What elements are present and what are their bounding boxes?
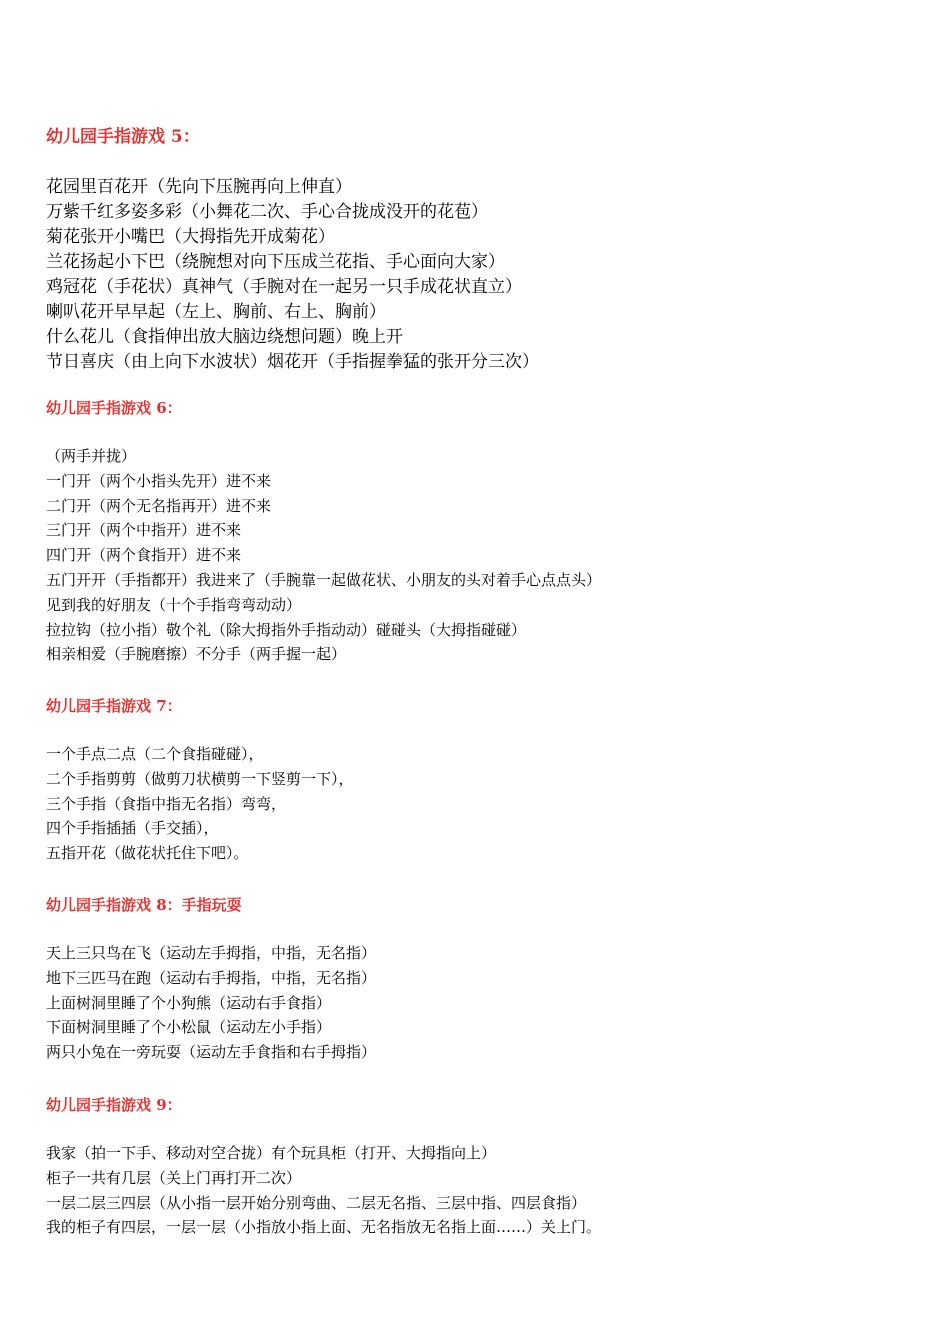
text-line: 五门开开（手指都开）我进来了（手腕靠一起做花状、小朋友的头对着手心点点头） xyxy=(46,570,602,589)
game-section-5 xyxy=(46,124,926,375)
section-heading: 幼儿园手指游戏 7： xyxy=(46,697,182,715)
text-line: 下面树洞里睡了个小松鼠（运动左小手指） xyxy=(46,1018,332,1037)
text-line: 鸡冠花（手花状）真神气（手腕对在一起另一只手成花状直立） xyxy=(46,277,522,297)
game-section-6 xyxy=(46,396,926,667)
game-section-8 xyxy=(46,893,926,1065)
text-line: 一层二层三四层（从小指一层开始分别弯曲、二层无名指、三层中指、四层食指） xyxy=(46,1193,587,1212)
text-line: 五指开花（做花状托住下吧）。 xyxy=(46,844,249,863)
text-line: 二门开（两个无名指再开）进不来 xyxy=(46,496,272,515)
text-line: 见到我的好朋友（十个手指弯弯动动） xyxy=(46,595,302,614)
section-lines xyxy=(46,1141,926,1240)
game-section-7 xyxy=(46,694,926,866)
text-line: 我家（拍一下手、移动对空合拢）有个玩具柜（打开、大拇指向上） xyxy=(46,1144,497,1162)
text-line: 我的柜子有四层，一层一层（小指放小指上面、无名指放无名指上面……）关上门。 xyxy=(46,1218,602,1237)
text-line: 兰花扬起小下巴（绕腕想对向下压成兰花指、手心面向大家） xyxy=(46,252,505,272)
section-lines xyxy=(46,444,926,667)
game-section-9 xyxy=(46,1093,926,1240)
text-line: 两只小兔在一旁玩耍（运动左手食指和右手拇指） xyxy=(46,1043,377,1062)
section-lines xyxy=(46,742,926,866)
text-line: 相亲相爱（手腕磨擦）不分手（两手握一起） xyxy=(46,645,347,664)
text-line: 柜子一共有几层（关上门再打开二次） xyxy=(46,1168,302,1187)
text-line: 三个手指（食指中指无名指）弯弯， xyxy=(46,794,287,813)
text-line: 天上三只鸟在飞（运动左手拇指，中指，无名指） xyxy=(46,944,377,962)
section-lines xyxy=(46,175,926,375)
text-line: 喇叭花开早早起（左上、胸前、右上、胸前） xyxy=(46,302,386,322)
text-line: 什么花儿（食指伸出放大脑边绕想问题）晚上开 xyxy=(46,327,403,347)
section-heading: 幼儿园手指游戏 8：手指玩耍 xyxy=(46,896,242,914)
section-heading: 幼儿园手指游戏 9： xyxy=(46,1096,182,1114)
text-line: 上面树洞里睡了个小狗熊（运动右手食指） xyxy=(46,993,332,1012)
section-heading: 幼儿园手指游戏 5： xyxy=(46,127,200,147)
text-line: （两手并拢） xyxy=(46,447,137,465)
text-line: 拉拉钩（拉小指）敬个礼（除大拇指外手指动动）碰碰头（大拇指碰碰） xyxy=(46,620,527,639)
text-line: 四个手指插插（手交插）， xyxy=(46,819,219,838)
text-line: 一门开（两个小指头先开）进不来 xyxy=(46,471,272,490)
text-line: 一个手点二点（二个食指碰碰）， xyxy=(46,745,264,763)
text-line: 万紫千红多姿多彩（小舞花二次、手心合拢成没开的花苞） xyxy=(46,202,488,222)
text-line: 节日喜庆（由上向下水波状）烟花开（手指握拳猛的张开分三次） xyxy=(46,352,539,372)
text-line: 四门开（两个食指开）进不来 xyxy=(46,546,242,565)
text-line: 三门开（两个中指开）进不来 xyxy=(46,521,242,540)
text-line: 二个手指剪剪（做剪刀状横剪一下竖剪一下）， xyxy=(46,769,354,788)
text-line: 菊花张开小嘴巴（大拇指先开成菊花） xyxy=(46,227,335,247)
section-lines xyxy=(46,941,926,1065)
section-heading: 幼儿园手指游戏 6： xyxy=(46,399,182,417)
text-line: 花园里百花开（先向下压腕再向上伸直） xyxy=(46,177,352,197)
text-line: 地下三匹马在跑（运动右手拇指，中指，无名指） xyxy=(46,968,377,987)
